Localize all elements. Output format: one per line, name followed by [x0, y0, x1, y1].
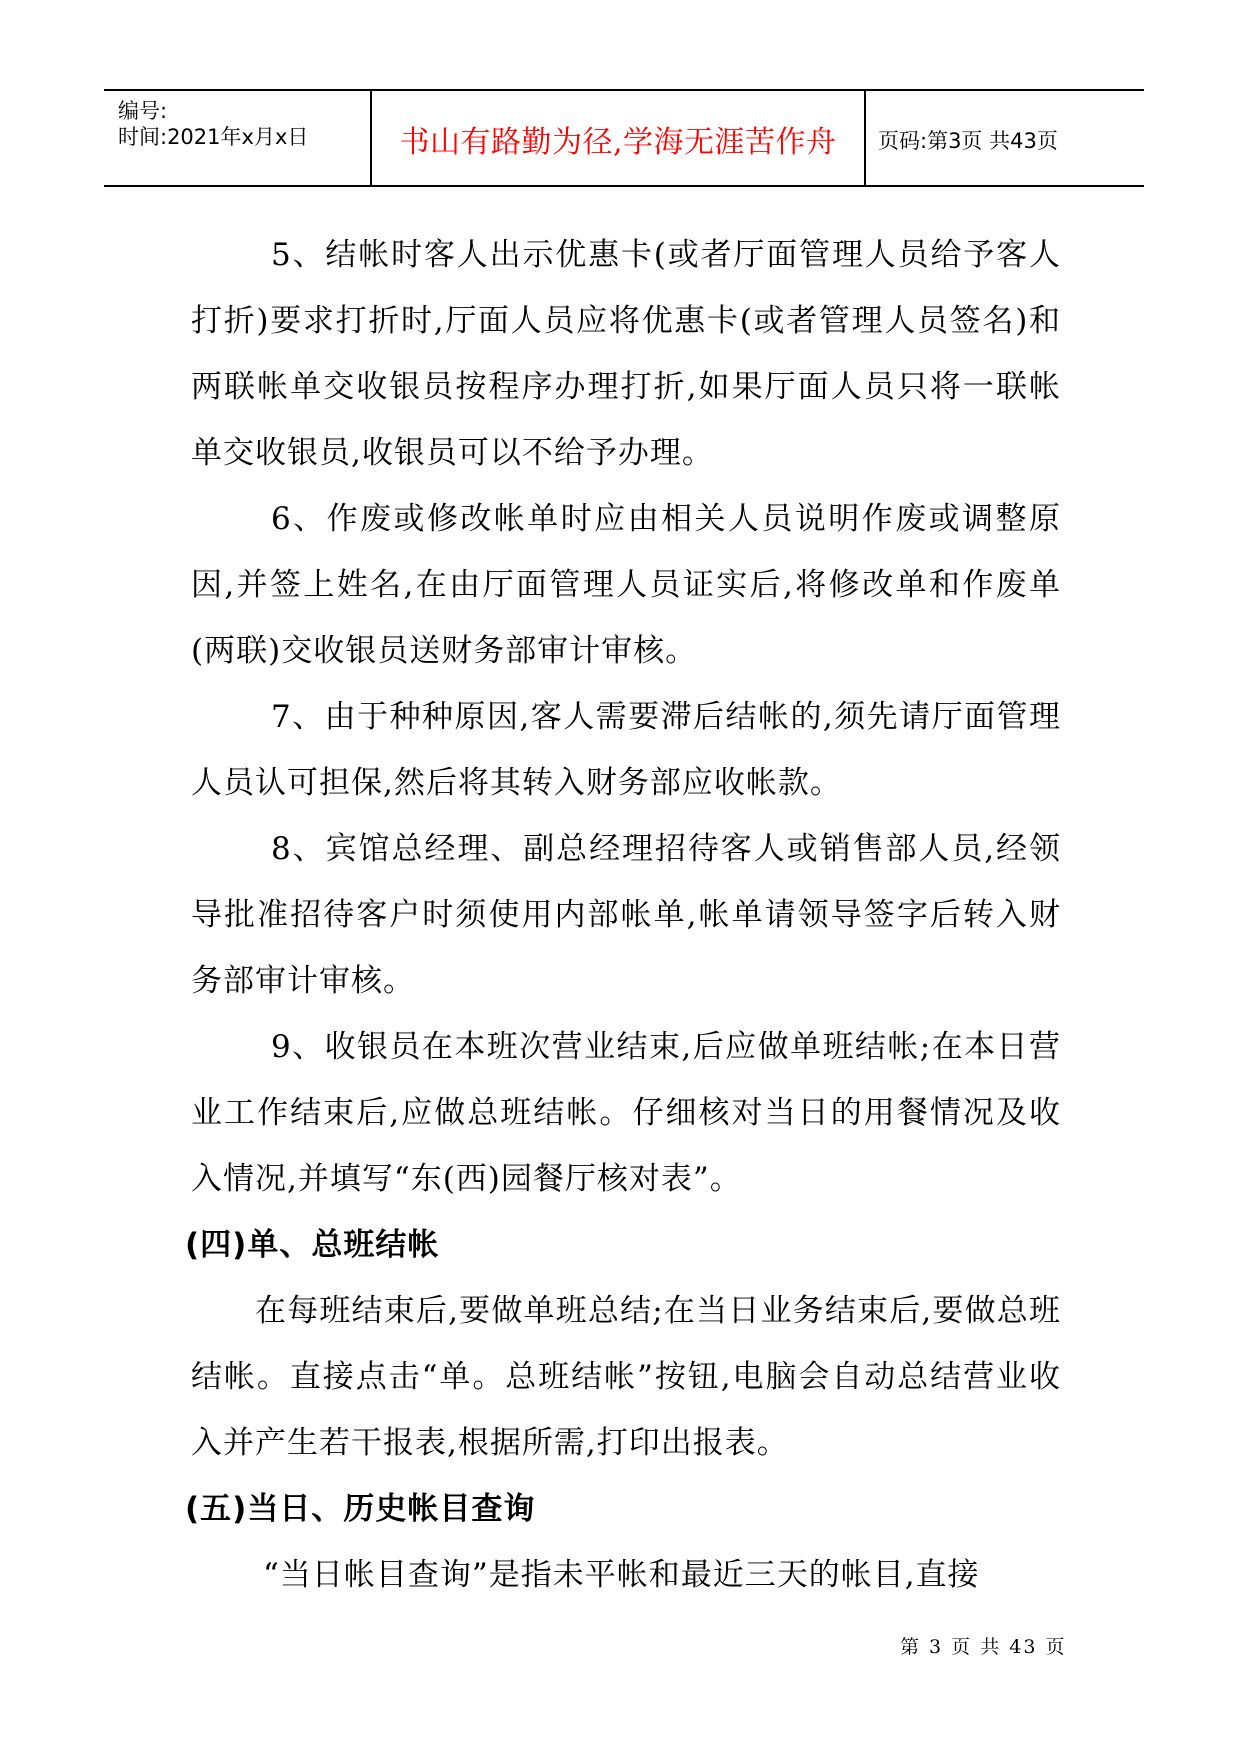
page-footer: 第 3 页 共 43 页: [900, 1636, 1067, 1658]
paragraph-item-9: 9、收银员在本班次营业结束,后应做单班结帐;在本日营业工作结束后,应做总班结帐。仔细核对当日的用餐情况及收入情况,并填写“东(西)园餐厅核对表”。: [191, 1029, 1061, 1197]
paragraph-item-7: 7、由于种种原因,客人需要滞后结帐的,须先请厅面管理人员认可担保,然后将其转入财务部应收帐款。: [191, 699, 1061, 801]
header-page-number: 页码:第3页 共43页: [878, 129, 1058, 153]
document-header: [104, 89, 1144, 187]
paragraph-item-6: 6、作废或修改帐单时应由相关人员说明作废或调整原因,并签上姓名,在由厅面管理人员证实后,将修改单和作废单(两联)交收银员送财务部审计审核。: [191, 501, 1061, 669]
document-time-label: 时间:2021年x月x日: [118, 125, 309, 149]
header-meta-cell: [104, 91, 372, 185]
paragraph-item-5: 5、结帐时客人出示优惠卡(或者厅面管理人员给予客人打折)要求打折时,厅面人员应将优惠卡(或者管理人员签名)和两联帐单交收银员按程序办理打折,如果厅面人员只将一联帐单交收银员,收银员可以不给予办理。: [191, 237, 1061, 471]
section-heading-5: (五)当日、历史帐目查询: [185, 1491, 536, 1527]
paragraph-item-8: 8、宾馆总经理、副总经理招待客人或销售部人员,经领导批准招待客户时须使用内部帐单,帐单请领导签字后转入财务部审计审核。: [191, 831, 1061, 999]
paragraph-shift-closing: 在每班结束后,要做单班总结;在当日业务结束后,要做总班结帐。直接点击“单。总班结帐”按钮,电脑会自动总结营业收入并产生若干报表,根据所需,打印出报表。: [191, 1293, 1061, 1461]
header-page-cell: [866, 91, 1144, 185]
header-motto: 书山有路勤为径,学海无涯苦作舟: [399, 125, 837, 160]
section-heading-4: (四)单、总班结帐: [185, 1227, 440, 1263]
header-motto-cell: [372, 91, 866, 185]
paragraph-account-query: “当日帐目查询”是指未平帐和最近三天的帐目,直接: [263, 1557, 980, 1593]
document-number-label: 编号:: [118, 99, 168, 123]
document-body: [185, 222, 1061, 1608]
